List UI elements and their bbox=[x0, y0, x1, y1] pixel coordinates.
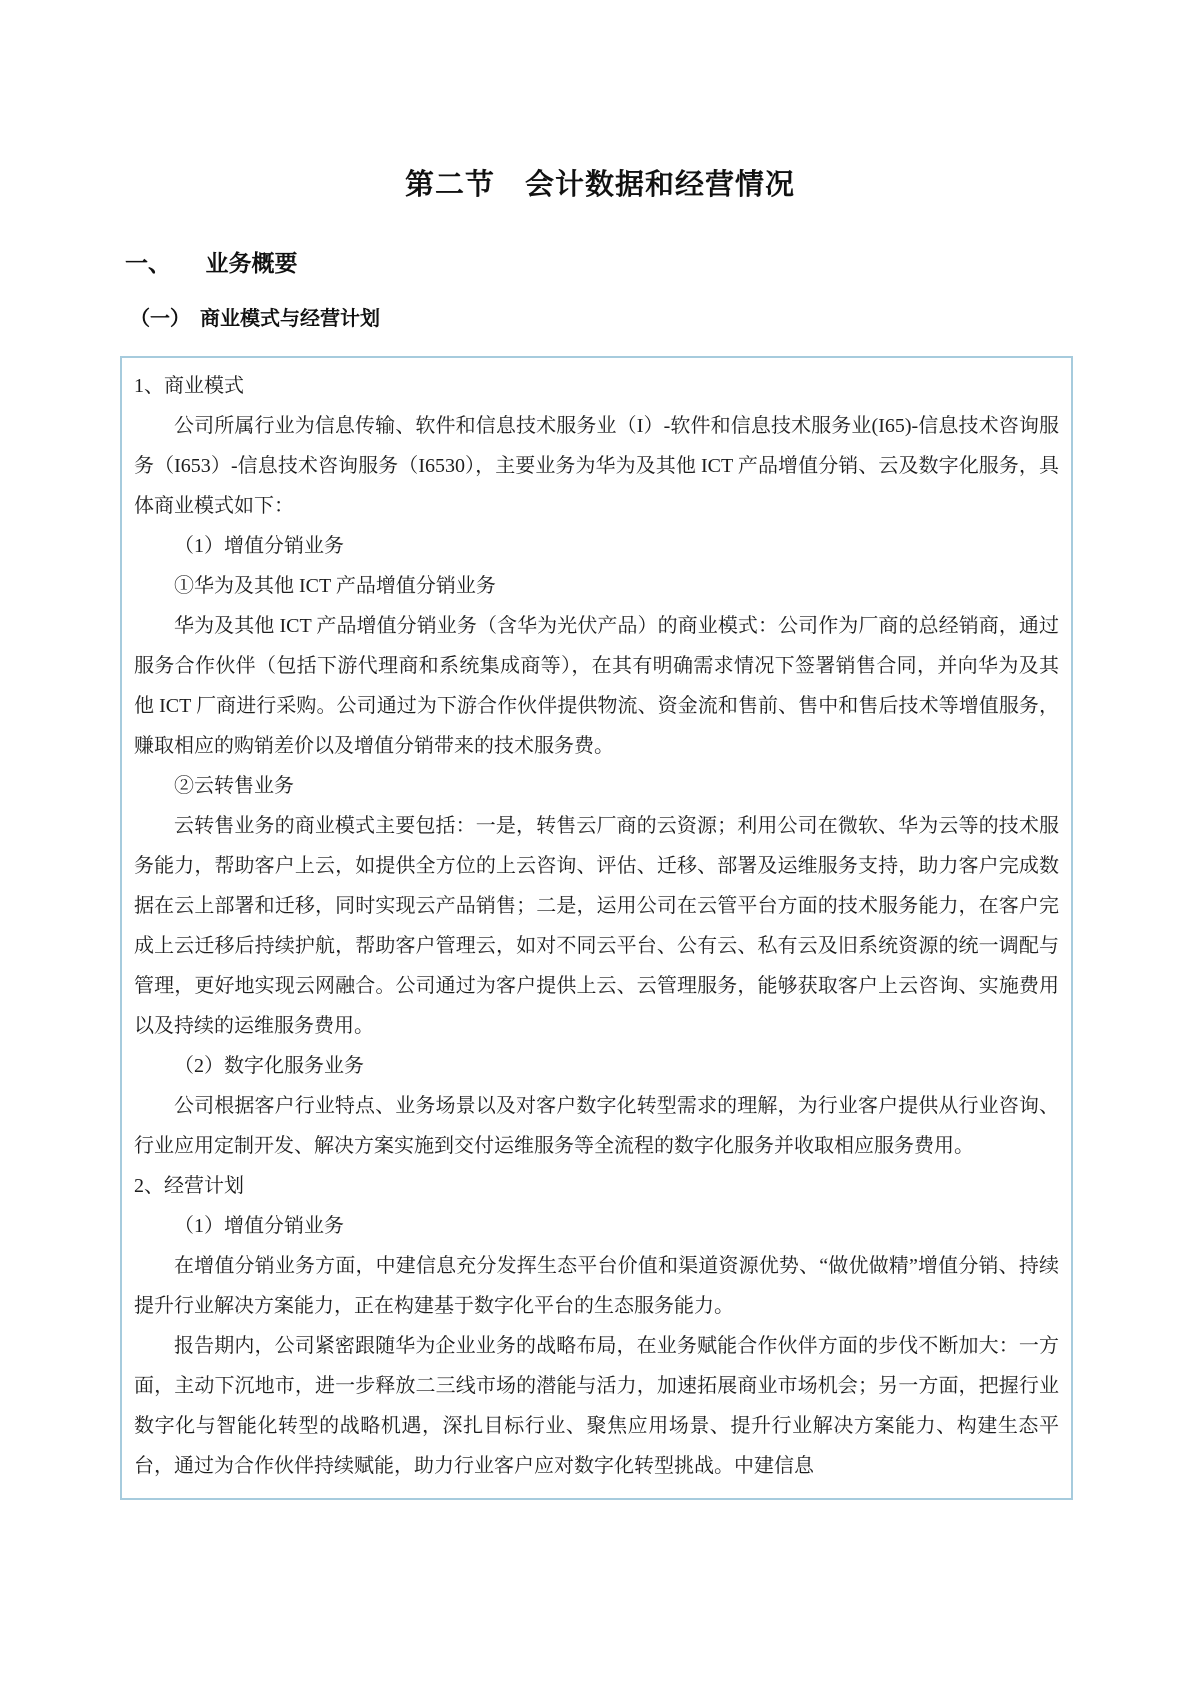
para-value-distribution-heading: （1）增值分销业务 bbox=[174, 535, 344, 557]
para-plan-value-distribution-detail: 在增值分销业务方面，中建信息充分发挥生态平台价值和渠道资源优势、“做优做精”增值分销、持续提升行业解决方案能力，正在构建基于数字化平台的生态服务能力。 bbox=[134, 1255, 1059, 1317]
para-huawei-ict-heading: ①华为及其他 ICT 产品增值分销业务 bbox=[174, 575, 496, 597]
para-industry-overview: 公司所属行业为信息传输、软件和信息技术服务业（I）-软件和信息技术服务业(I65)-信息技术咨询服务（I653）-信息技术咨询服务（I6530），主要业务为华为及其他 ICT 产品增值分销、云及数字化服务，具体商业模式如下： bbox=[134, 415, 1059, 517]
para-business-model-title: 1、商业模式 bbox=[134, 375, 244, 397]
section-heading: 一、 业务概要 bbox=[125, 250, 298, 276]
para-huawei-ict-detail: 华为及其他 ICT 产品增值分销业务（含华为光伏产品）的商业模式：公司作为厂商的总经销商，通过服务合作伙伴（包括下游代理商和系统集成商等），在其有明确需求情况下签署销售合同，并向华为及其他 ICT 厂商进行采购。公司通过为下游合作伙伴提供物流、资金流和售前、售中和售后技术等增值服务，赚取相应的购销差价以及增值分销带来的技术服务费。 bbox=[134, 615, 1059, 757]
para-report-period-detail: 报告期内，公司紧密跟随华为企业业务的战略布局，在业务赋能合作伙伴方面的步伐不断加大：一方面，主动下沉地市，进一步释放二三线市场的潜能与活力，加速拓展商业市场机会；另一方面，把握行业数字化与智能化转型的战略机遇，深扎目标行业、聚焦应用场景、提升行业解决方案能力、构建生态平台，通过为合作伙伴持续赋能，助力行业客户应对数字化转型挑战。中建信息 bbox=[134, 1335, 1059, 1477]
subsection-heading: （一） 商业模式与经营计划 bbox=[130, 308, 380, 330]
para-plan-value-distribution-heading: （1）增值分销业务 bbox=[174, 1215, 344, 1237]
para-digital-service-heading: （2）数字化服务业务 bbox=[174, 1055, 364, 1077]
para-cloud-resale-heading: ②云转售业务 bbox=[174, 775, 294, 797]
para-cloud-resale-detail: 云转售业务的商业模式主要包括：一是，转售云厂商的云资源；利用公司在微软、华为云等的技术服务能力，帮助客户上云，如提供全方位的上云咨询、评估、迁移、部署及运维服务支持，助力客户完成数据在云上部署和迁移，同时实现云产品销售；二是，运用公司在云管平台方面的技术服务能力，在客户完成上云迁移后持续护航，帮助客户管理云，如对不同云平台、公有云、私有云及旧系统资源的统一调配与管理，更好地实现云网融合。公司通过为客户提供上云、云管理服务，能够获取客户上云咨询、实施费用以及持续的运维服务费用。 bbox=[134, 815, 1059, 1037]
content-box bbox=[120, 356, 1073, 1500]
page-title: 第二节 会计数据和经营情况 bbox=[404, 169, 795, 201]
para-operating-plan-title: 2、经营计划 bbox=[134, 1175, 244, 1197]
para-digital-service-detail: 公司根据客户行业特点、业务场景以及对客户数字化转型需求的理解，为行业客户提供从行业咨询、行业应用定制开发、解决方案实施到交付运维服务等全流程的数字化服务并收取相应服务费用。 bbox=[134, 1095, 1059, 1157]
